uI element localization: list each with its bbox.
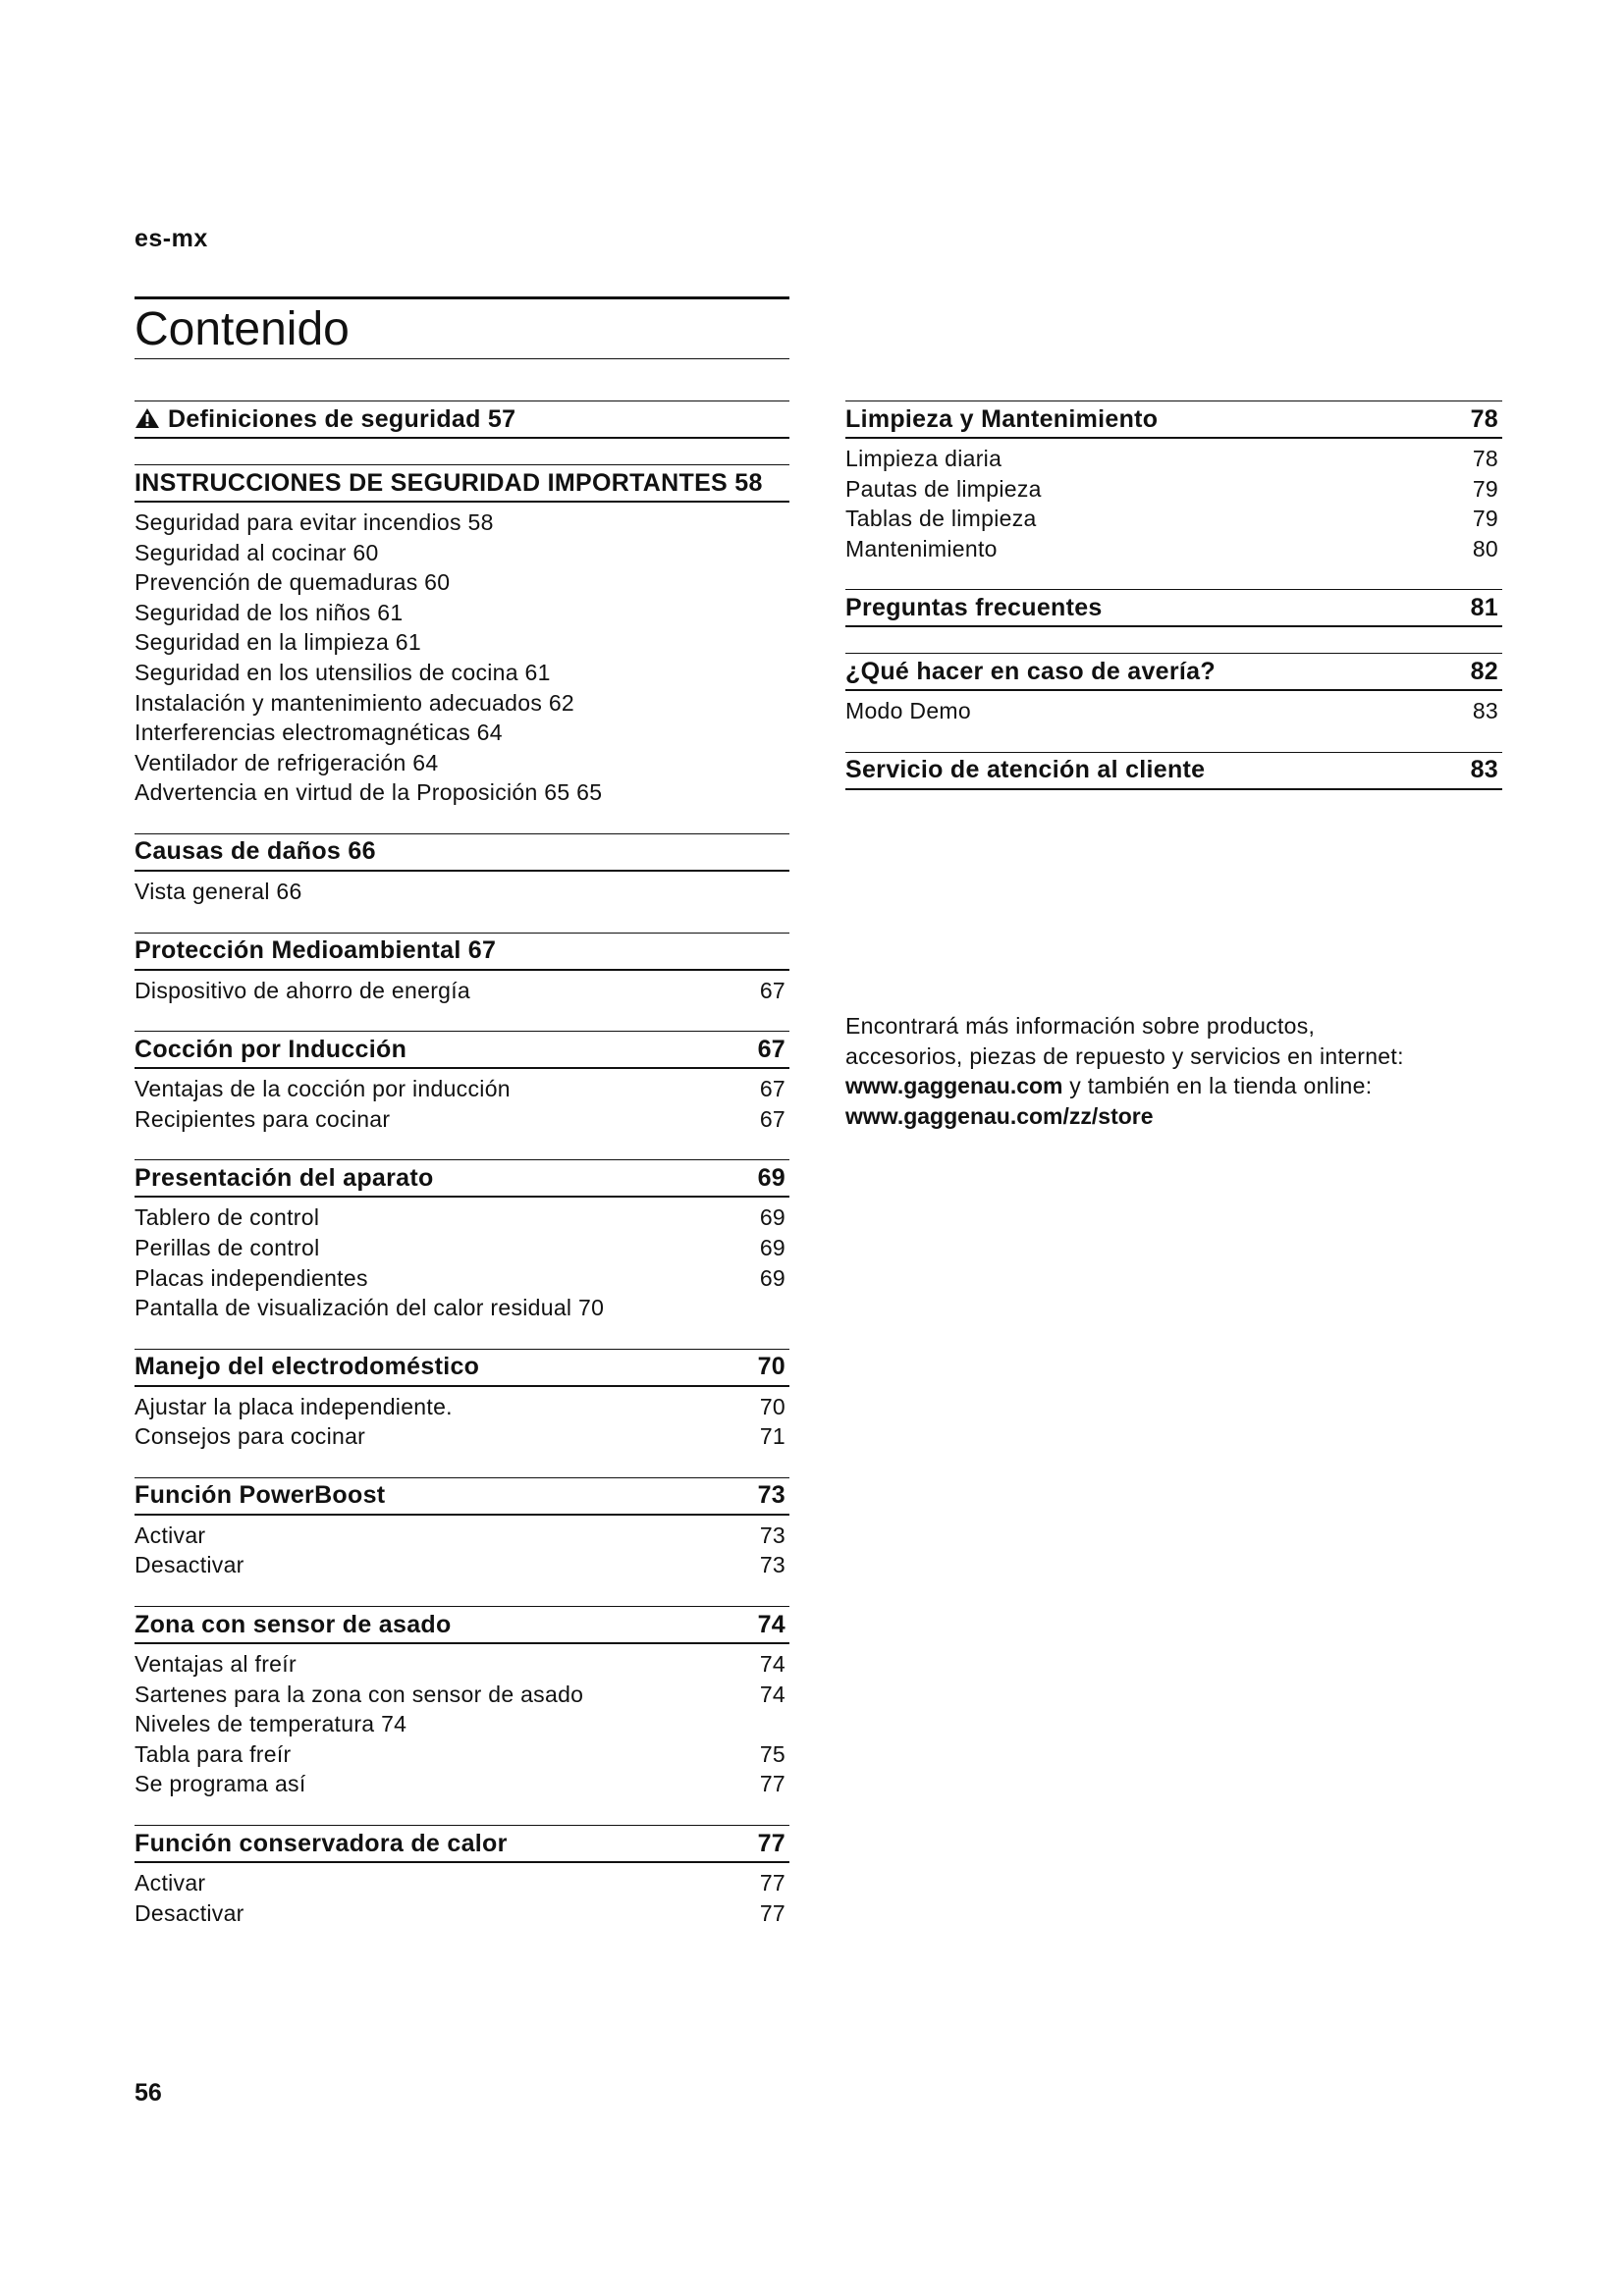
store-link[interactable]: www.gaggenau.com/zz/store — [845, 1102, 1154, 1129]
warning-icon — [135, 407, 160, 429]
toc-item[interactable] — [135, 1649, 789, 1680]
toc-section-title-wrap — [135, 469, 763, 498]
toc-item-page — [785, 1709, 789, 1739]
toc-section-page: 70 — [757, 1353, 785, 1381]
toc-item-list — [135, 1644, 789, 1799]
toc-item-page: 69 — [759, 1264, 785, 1291]
toc-item[interactable] — [135, 538, 789, 568]
toc-section-heading[interactable] — [135, 1159, 789, 1198]
toc-item-label: Tablas de limpieza — [845, 506, 1037, 532]
toc-item-label: Sartenes para la zona con sensor de asado — [135, 1681, 584, 1707]
toc-item-label: Interferencias electromagnéticas 64 — [135, 720, 503, 746]
info-paragraph — [845, 1011, 1502, 1131]
toc-section-manejo-del-electrodomestico — [135, 1349, 789, 1452]
toc-item-page — [785, 598, 789, 628]
toc-item-page — [785, 538, 789, 568]
toc-section-title: Definiciones de seguridad 57 — [168, 404, 516, 433]
toc-item-list — [845, 691, 1502, 726]
toc-section-title-wrap — [845, 658, 1216, 686]
toc-section-coccion-por-induccion — [135, 1031, 789, 1134]
toc-item-list — [845, 439, 1502, 563]
toc-item-page — [785, 777, 789, 808]
toc-section-title: Manejo del electrodoméstico — [135, 1353, 480, 1381]
toc-item-page — [785, 1293, 789, 1323]
toc-section-page: 77 — [757, 1829, 785, 1857]
toc-item[interactable] — [135, 1739, 789, 1770]
toc-item[interactable] — [135, 507, 789, 538]
toc-section-presentacion-del-aparato — [135, 1159, 789, 1322]
toc-section-heading[interactable] — [135, 1031, 789, 1069]
toc-section-heading[interactable] — [135, 1825, 789, 1863]
page-title: Contenido — [135, 303, 350, 355]
toc-item-page — [785, 567, 789, 598]
toc-section-zona-con-sensor-de-asado — [135, 1606, 789, 1799]
toc-item-list — [135, 1069, 789, 1134]
toc-item-page: 74 — [759, 1651, 785, 1678]
toc-item-page — [785, 507, 789, 538]
toc-item[interactable] — [845, 534, 1502, 564]
toc-item[interactable] — [135, 1263, 789, 1294]
toc-item-page — [785, 718, 789, 748]
toc-section-heading[interactable] — [135, 833, 789, 872]
toc-item[interactable] — [135, 567, 789, 598]
toc-item-page: 67 — [759, 1105, 785, 1132]
toc-item-label: Vista general 66 — [135, 878, 302, 904]
toc-section-title: Causas de daños 66 — [135, 837, 376, 866]
toc-item[interactable] — [135, 1868, 789, 1898]
toc-item-label: Seguridad en la limpieza 61 — [135, 629, 421, 656]
toc-item[interactable] — [135, 777, 789, 808]
toc-item-label: Recipientes para cocinar — [135, 1105, 391, 1132]
toc-item-label: Ajustar la placa independiente. — [135, 1393, 453, 1419]
toc-section-title-wrap — [135, 405, 515, 434]
toc-section-proteccion-medioambiental-67 — [135, 933, 789, 1006]
toc-item[interactable] — [135, 1521, 789, 1551]
toc-section-heading[interactable] — [135, 1606, 789, 1644]
toc-item-label: Tablero de control — [135, 1204, 320, 1231]
toc-item-list — [135, 1387, 789, 1452]
toc-item-label: Ventajas al freír — [135, 1651, 297, 1678]
toc-section-page: 67 — [757, 1035, 785, 1063]
toc-item-page: 69 — [759, 1204, 785, 1231]
toc-item-page: 77 — [759, 1870, 785, 1896]
toc-item-label: Pautas de limpieza — [845, 475, 1042, 502]
toc-section-title: Protección Medioambiental 67 — [135, 936, 497, 965]
toc-section-title: Zona con sensor de asado — [135, 1610, 452, 1638]
toc-item[interactable] — [135, 1104, 789, 1135]
toc-section-title-wrap — [135, 1481, 385, 1510]
toc-item-label: Consejos para cocinar — [135, 1423, 366, 1450]
toc-item[interactable] — [845, 504, 1502, 534]
toc-item-label: Perillas de control — [135, 1234, 320, 1260]
toc-section-title-wrap — [845, 405, 1158, 434]
toc-item-label: Ventajas de la cocción por inducción — [135, 1076, 511, 1102]
toc-item-label: Mantenimiento — [845, 535, 998, 561]
toc-item-list — [135, 1198, 789, 1322]
toc-section-servicio-de-atencion-al-cliente — [845, 752, 1502, 790]
toc-section-preguntas-frecuentes — [845, 589, 1502, 627]
toc-item[interactable] — [845, 474, 1502, 505]
toc-item-label: Advertencia en virtud de la Proposición 65 65 — [135, 779, 603, 806]
toc-item[interactable] — [135, 627, 789, 658]
toc-section-heading[interactable] — [845, 400, 1502, 439]
toc-item-page: 71 — [759, 1423, 785, 1450]
toc-item-label: Limpieza diaria — [845, 446, 1002, 471]
info-line-4 — [845, 1101, 1502, 1132]
toc-item-label: Desactivar — [135, 1899, 244, 1926]
toc-item-page: 77 — [759, 1771, 785, 1797]
toc-section-funcion-conservadora-de-calor — [135, 1825, 789, 1928]
toc-item[interactable] — [135, 1293, 789, 1323]
toc-item-label: Activar — [135, 1870, 206, 1896]
toc-section-title-wrap — [845, 594, 1103, 622]
toc-item[interactable] — [135, 718, 789, 748]
toc-section-page: 82 — [1470, 657, 1498, 685]
toc-right-column — [845, 400, 1502, 816]
toc-section-heading[interactable] — [135, 933, 789, 971]
toc-item[interactable] — [135, 748, 789, 778]
toc-item[interactable] — [135, 1074, 789, 1104]
toc-section-title-wrap — [135, 1036, 406, 1064]
toc-item-label: Seguridad al cocinar 60 — [135, 539, 379, 565]
toc-section-title: Cocción por Inducción — [135, 1035, 407, 1063]
toc-section-title-wrap — [135, 1830, 508, 1858]
toc-section-definiciones-de-seguridad-57 — [135, 400, 789, 439]
toc-item-page: 69 — [759, 1234, 785, 1260]
toc-section-title-wrap — [135, 1611, 452, 1639]
toc-item-list — [135, 1863, 789, 1928]
toc-section-title: Servicio de atención al cliente — [845, 756, 1206, 784]
toc-section-page: 83 — [1470, 756, 1498, 784]
toc-item-label: Seguridad para evitar incendios 58 — [135, 509, 494, 535]
toc-item-page — [785, 658, 789, 688]
toc-item[interactable] — [135, 1421, 789, 1452]
toc-item-label: Ventilador de refrigeración 64 — [135, 749, 439, 775]
toc-item-page: 73 — [759, 1522, 785, 1548]
toc-item-page: 73 — [759, 1552, 785, 1578]
toc-section-title-wrap — [845, 756, 1205, 784]
toc-section-heading[interactable] — [135, 464, 789, 503]
toc-section-title: Presentación del aparato — [135, 1163, 434, 1192]
toc-item-label: Prevención de quemaduras 60 — [135, 569, 451, 596]
info-line-3-rest: y también en la tienda online: — [1062, 1073, 1373, 1099]
toc-item[interactable] — [135, 1202, 789, 1233]
toc-item[interactable] — [135, 976, 789, 1006]
toc-item[interactable] — [135, 1709, 789, 1739]
toc-section-page: 74 — [757, 1610, 785, 1638]
toc-item[interactable] — [135, 688, 789, 719]
toc-item[interactable] — [135, 1898, 789, 1929]
toc-item-page: 67 — [759, 977, 785, 1003]
toc-item-label: Placas independientes — [135, 1264, 368, 1291]
toc-item[interactable] — [135, 1550, 789, 1580]
toc-item[interactable] — [845, 696, 1502, 726]
toc-section-title-wrap — [135, 936, 496, 965]
toc-section-heading[interactable] — [135, 400, 789, 439]
toc-item-label: Activar — [135, 1522, 206, 1548]
info-line-1: Encontrará más información sobre productos, — [845, 1013, 1316, 1039]
toc-item-page: 67 — [759, 1076, 785, 1102]
toc-section-title: Función conservadora de calor — [135, 1829, 508, 1857]
toc-item[interactable] — [845, 444, 1502, 474]
toc-item-page: 74 — [759, 1681, 785, 1707]
toc-item-label: Seguridad en los utensilios de cocina 61 — [135, 659, 551, 685]
toc-item-page: 80 — [1472, 535, 1498, 561]
info-line-2: accesorios, piezas de repuesto y servicios en internet: — [845, 1042, 1404, 1069]
toc-item-list — [135, 503, 789, 808]
toc-item-page: 78 — [1472, 446, 1498, 471]
toc-section-title: ¿Qué hacer en caso de avería? — [845, 657, 1216, 685]
page-number: 56 — [135, 2079, 162, 2107]
toc-section-que-hacer-en-caso-de-averia — [845, 653, 1502, 726]
toc-section-page: 73 — [757, 1481, 785, 1510]
toc-item[interactable] — [135, 1769, 789, 1799]
toc-item[interactable] — [135, 1680, 789, 1710]
toc-section-heading[interactable] — [135, 1477, 789, 1516]
toc-section-heading[interactable] — [135, 1349, 789, 1387]
toc-item[interactable] — [135, 598, 789, 628]
toc-item-page — [785, 627, 789, 658]
toc-item-page — [785, 877, 789, 907]
toc-item[interactable] — [135, 1233, 789, 1263]
toc-item[interactable] — [135, 658, 789, 688]
toc-item-list — [135, 1516, 789, 1580]
toc-left-column — [135, 400, 789, 1953]
toc-item[interactable] — [135, 877, 789, 907]
toc-section-title-wrap — [135, 837, 376, 866]
toc-section-page: 69 — [757, 1163, 785, 1192]
toc-item-label: Tabla para freír — [135, 1740, 292, 1767]
website-link[interactable]: www.gaggenau.com — [845, 1073, 1063, 1099]
toc-item[interactable] — [135, 1392, 789, 1422]
toc-section-heading[interactable] — [845, 589, 1502, 627]
toc-item-page: 75 — [759, 1740, 785, 1767]
title-block — [135, 296, 789, 359]
toc-item-page: 83 — [1472, 698, 1498, 724]
toc-item-label: Modo Demo — [845, 698, 971, 724]
toc-item-label: Desactivar — [135, 1552, 244, 1578]
toc-item-page — [785, 748, 789, 778]
toc-section-instrucciones-de-seguridad-importantes-5 — [135, 464, 789, 808]
toc-item-page: 79 — [1472, 506, 1498, 532]
locale-label: es-mx — [135, 225, 208, 252]
toc-section-title: INSTRUCCIONES DE SEGURIDAD IMPORTANTES 58 — [135, 468, 763, 497]
toc-item-page: 77 — [759, 1899, 785, 1926]
toc-item-label: Dispositivo de ahorro de energía — [135, 977, 471, 1003]
info-line-3 — [845, 1071, 1502, 1101]
toc-item-label: Instalación y mantenimiento adecuados 62 — [135, 689, 574, 716]
toc-section-causas-de-danos-66 — [135, 833, 789, 907]
toc-section-funcion-powerboost — [135, 1477, 789, 1580]
toc-item-page: 70 — [759, 1393, 785, 1419]
toc-item-label: Seguridad de los niños 61 — [135, 599, 404, 625]
toc-section-title-wrap — [135, 1353, 479, 1381]
toc-item-label: Se programa así — [135, 1771, 306, 1797]
toc-section-title-wrap — [135, 1164, 434, 1193]
toc-section-heading[interactable] — [845, 653, 1502, 691]
toc-section-page: 81 — [1470, 593, 1498, 621]
toc-section-title: Limpieza y Mantenimiento — [845, 404, 1159, 433]
toc-section-limpieza-y-mantenimiento — [845, 400, 1502, 563]
toc-item-page: 79 — [1472, 475, 1498, 502]
toc-section-page: 78 — [1470, 404, 1498, 433]
toc-section-title: Función PowerBoost — [135, 1481, 386, 1510]
toc-item-label: Niveles de temperatura 74 — [135, 1711, 407, 1737]
toc-section-title: Preguntas frecuentes — [845, 593, 1103, 621]
toc-item-list — [135, 971, 789, 1006]
toc-item-list — [135, 872, 789, 907]
toc-item-label: Pantalla de visualización del calor residual 70 — [135, 1295, 605, 1321]
toc-section-heading[interactable] — [845, 752, 1502, 790]
toc-item-page — [785, 688, 789, 719]
